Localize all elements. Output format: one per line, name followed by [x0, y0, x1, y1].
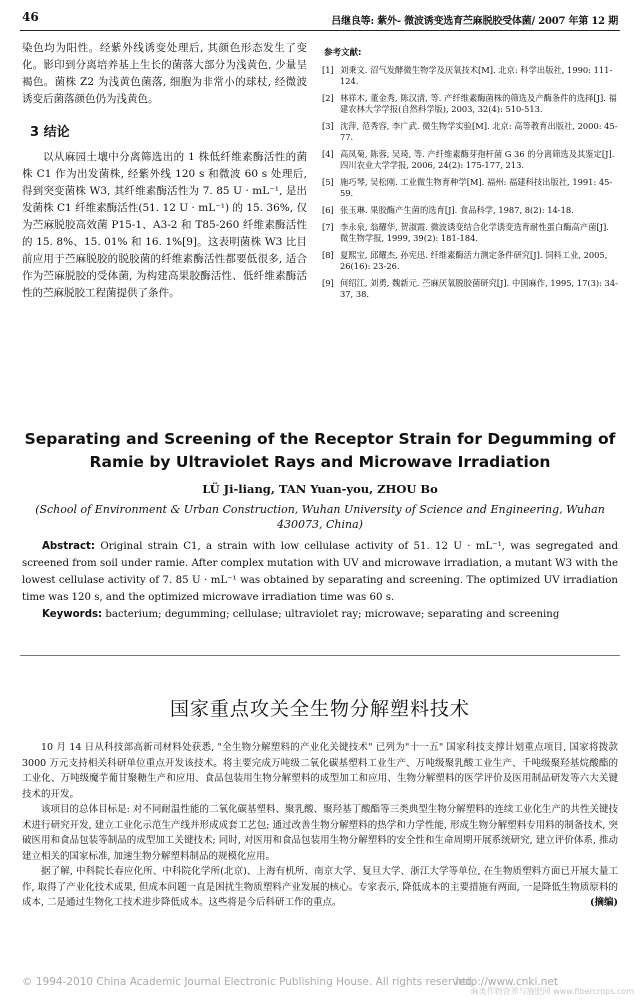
- reference-item: [318, 65, 618, 87]
- keywords-label: Keywords:: [42, 609, 103, 620]
- reference-number: [6]: [322, 205, 334, 215]
- reference-text: 沈萍, 范秀容, 李广武. 微生物学实验[M]. 北京: 高等教育出版社, 2000: 45-77.: [340, 121, 618, 142]
- reference-item: [318, 278, 618, 300]
- reference-item: [318, 205, 618, 216]
- abstract-paragraph: [22, 538, 618, 606]
- header-rule: [20, 30, 620, 31]
- english-affiliation: (School of Environment & Urban Construction, Wuhan University of Science and Engineering, Wuhan 430073, China): [35, 503, 605, 531]
- reference-text: 张玉琳. 果胶酶产生菌的选育[J]. 食品科学, 1987, 8(2): 14-18.: [340, 205, 574, 215]
- page-number: 46: [22, 10, 39, 24]
- references: [318, 48, 618, 306]
- news-paragraph: 10 月 14 日从科技部高新司材料处获悉, "全生物分解塑料的产业化关键技术" 已列为"十一五" 国家科技支撑计划重点项目, 国家将拨款 3000 万元支持相关科研单位重点开发该技术。将主要完成万吨级二氧化碳基塑料工业生产、万吨级聚乳酸工业生产、千吨级聚羟基烷酸酯的工业化、万吨级魔芋葡甘聚糖生产和应用、食品包装用生物分解塑料的成型加工和应用、生物分解塑料的医学评价及医用制品研发等六大关键技术的开发。: [22, 742, 618, 800]
- news-paragraph-text: 据了解, 中科院长春应化所、中科院化学所(北京)、上海有机所、南京大学、复旦大学、浙江大学等单位, 在生物质塑料方面已开展大量工作, 取得了产业化技术成果, 但成本问题一直是困扰生物质塑料产业发展的核心。专家表示, 降低成本的主要措施有两面, 一是降低生物质原料的成本, 二是通过生物化工技术进步降低成本。这些将是今后科研工作的重点。: [22, 866, 618, 908]
- abstract-label: Abstract:: [42, 541, 95, 552]
- reference-item: [318, 222, 618, 244]
- news-signature: (摘编): [590, 897, 618, 908]
- reference-number: [5]: [322, 177, 334, 187]
- reference-text: 高凤菊, 陈蓉, 吴琦, 等. 产纤维素酶芽孢杆菌 G 36 的分离筛选及其鉴定[J]. 四川农业大学学报, 2006, 24(2): 175-177, 213.: [340, 149, 615, 170]
- news-paragraph: [22, 864, 618, 911]
- footer-copyright: © 1994-2010 China Academic Journal Electronic Publishing House. All rights reserved.: [22, 976, 475, 988]
- news-divider: [20, 655, 620, 656]
- left-column: [22, 40, 307, 302]
- reference-number: [3]: [322, 121, 334, 131]
- footer-site[interactable]: http://www.cnki.net: [455, 976, 558, 988]
- english-authors: LÜ Ji-liang, TAN Yuan-you, ZHOU Bo: [202, 482, 438, 496]
- english-abstract: [22, 538, 618, 623]
- results-paragraph: 染色均为阳性。经紫外线诱变处理后, 其颜色形态发生了变化。影印到分离培养基上生长的菌落大部分为浅黄色, 少量呈褐色。菌株 Z2 为浅黄色菌落, 细胞为非常小的球杖, 经微波诱变后菌落颜色仍为浅黄色。: [22, 42, 307, 105]
- references-heading: 参考文献:: [324, 48, 362, 58]
- reference-text: 夏熙宝, 邱耀杰, 孙宪迅. 纤维素酶活力测定条件研究[J]. 饲料工业, 2005, 26(16): 23-26.: [340, 250, 608, 271]
- english-title: Separating and Screening of the Receptor Strain for Degumming of Ramie by Ultraviolet Rays and Microwave Irradiation: [24, 430, 616, 471]
- conclusion-paragraph: 以从麻园土壤中分离筛选出的 1 株低纤维素酶活性的菌株 C1 作为出发菌株, 经紫外线 120 s 和微波 60 s 处理后, 得到突变菌株 W3, 其纤维素酶活性为 7. 85 U · mL⁻¹, 是出发菌株 C1 纤维素酶活性(51. 12 U · mL⁻¹) 的 15. 36%, 仅为苎麻脱胶高效菌 P15-1、A3-2 和 T85-260 纤维素酶活性的 15. 8%、15. 01% 和 16. 1%[9]。这表明菌株 W3 比目前应用于苎麻脱胶的脱胶菌的纤维素酶活性都要低很多, 适合作为苎麻脱胶的受体菌, 为构建高果胶酶活性、低纤维素酶活性的苎麻脱胶工程菌提供了条件。: [22, 151, 307, 299]
- keywords-text: bacterium; degumming; cellulase; ultraviolet ray; microwave; separating and screening: [102, 609, 560, 620]
- reference-item: [318, 121, 618, 143]
- english-title-block: [22, 428, 618, 532]
- reference-text: 施巧琴, 吴松刚. 工业微生物育种学[M]. 福州: 福建科技出版社, 1991: 45-59.: [340, 177, 613, 198]
- reference-text: 李永泉, 翁耀华, 贺淑霞. 微波诱变结合化学诱变选育耐性蛋白酶高产菌[J]. 微生物学报, 1999, 39(2): 181-184.: [340, 222, 609, 243]
- reference-number: [2]: [322, 93, 334, 103]
- reference-text: 何绍江, 刘勇, 魏新元. 苎麻厌氧脱胶菌研究[J]. 中国麻作, 1995, 17(3): 34-37, 38.: [340, 278, 618, 299]
- news-body: [22, 740, 618, 911]
- watermark: 麻类作物营养与施肥网 www.fibercrops.com: [470, 987, 634, 996]
- reference-text: 林祥木, 董金秀, 陈汉清, 等. 产纤维素酶菌株的筛选及产酶条件的选择[J]. 福建农林大学学报(自然科学版), 2003, 32(4): 510-513.: [340, 93, 617, 114]
- section-title-conclusion: 3 结论: [30, 125, 70, 140]
- news-title: 国家重点攻关全生物分解塑料技术: [169, 698, 470, 720]
- reference-text: 刘秉文. 沼气发酵微生物学及厌氧技术[M]. 北京: 科学出版社, 1990: 111-124.: [340, 65, 613, 86]
- reference-number: [1]: [322, 65, 334, 75]
- running-header: 吕继良等: 紫外- 微波诱变选育苎麻脱胶受体菌/ 2007 年第 12 期: [331, 16, 618, 27]
- reference-item: [318, 149, 618, 171]
- reference-item: [318, 177, 618, 199]
- reference-number: [4]: [322, 149, 334, 159]
- keywords-paragraph: [22, 606, 618, 623]
- reference-item: [318, 93, 618, 115]
- reference-number: [9]: [322, 278, 334, 288]
- reference-number: [7]: [322, 222, 334, 232]
- reference-item: [318, 250, 618, 272]
- reference-number: [8]: [322, 250, 334, 260]
- abstract-text: Original strain C1, a strain with low cellulase activity of 51. 12 U · mL⁻¹, was segregated and screened from soil under ramie. After complex mutation with UV and microwave irradiation, a mutant W3 with the lowest cellulase activity of 7. 85 U · mL⁻¹ was obtained by separating and screening. The optimized UV irradiation time was 120 s, and the optimized microwave irradiation time was 60 s.: [22, 541, 618, 603]
- news-paragraph: 该项目的总体目标是: 对不同耐温性能的二氧化碳基塑料、聚乳酸、聚羟基丁酸酯等三类典型生物分解塑料的连续工业化生产的共性关键技术进行研究开发, 建立工业化示范生产线并形成成套工艺包; 通过改善生物分解塑料的热学和力学性能, 形成生物分解塑料专用料的制备技术, 突破医用和食品包装等制品的成型加工关键技术; 同时, 对医用和食品包装用生物分解塑料的安全性和生命周期开展系统研究, 建立评价体系, 推动建立相关的国家标准, 加速生物分解塑料制品的规模化应用。: [22, 804, 618, 862]
